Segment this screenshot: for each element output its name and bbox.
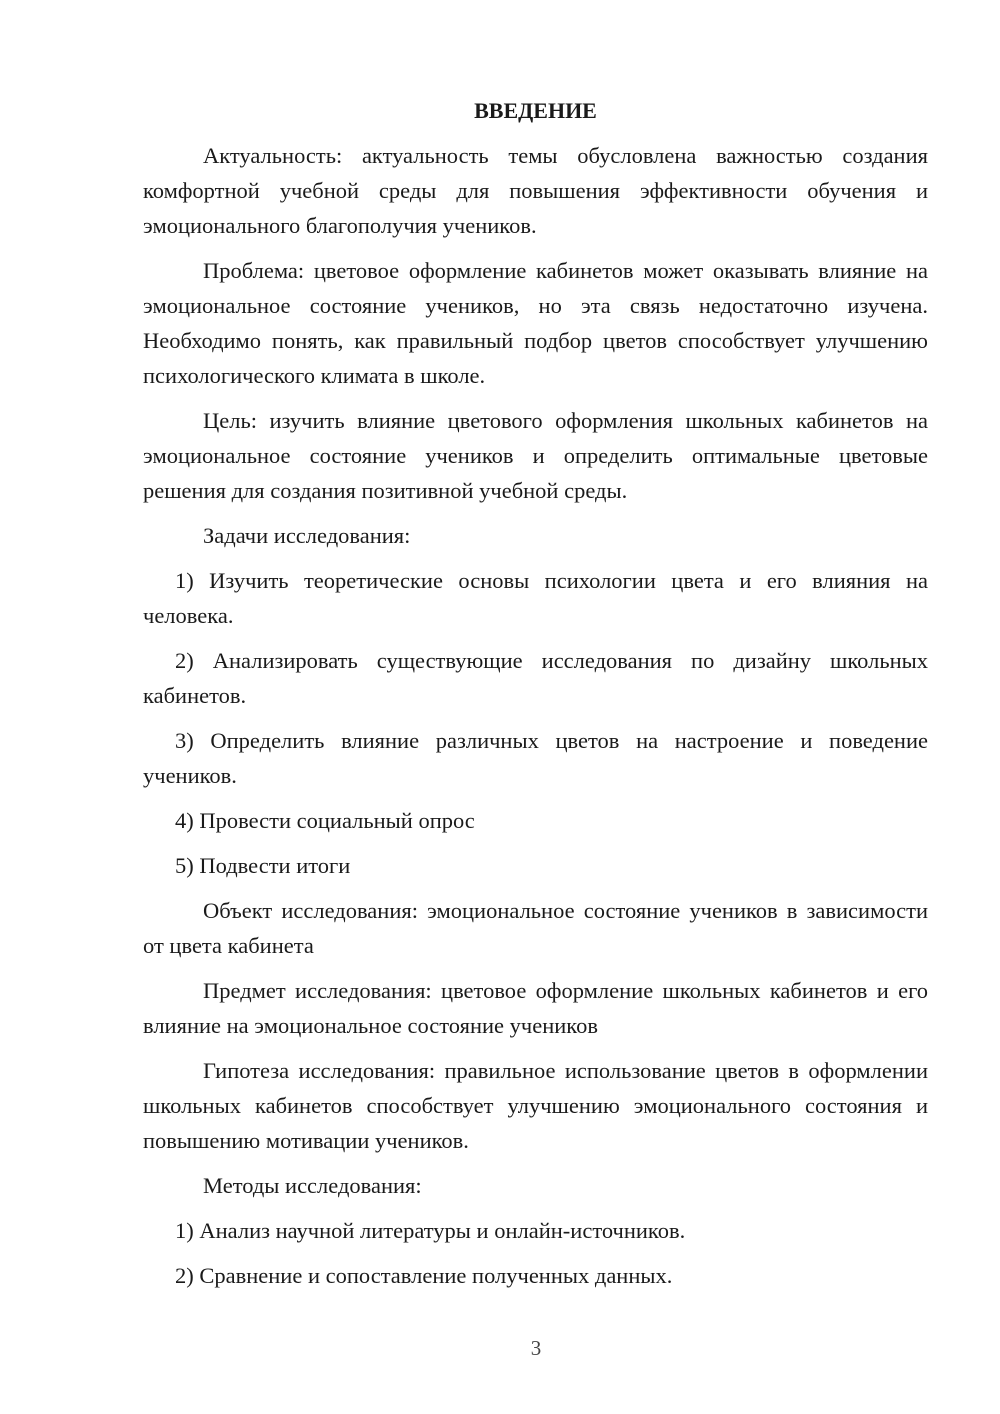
method-item: 1) Анализ научной литературы и онлайн-источников. [175, 1218, 686, 1243]
task-item: 1) Изучить теоретические основы психологии цвета и его влияния на человека. [143, 568, 928, 628]
method-item: 2) Сравнение и сопоставление полученных данных. [175, 1263, 673, 1288]
methods-heading: Методы исследования: [203, 1173, 422, 1198]
hypothesis-paragraph: Гипотеза исследования: правильное использование цветов в оформлении школьных кабинетов способствует улучшению эмоционального состояния и повышению мотивации учеников. [143, 1058, 928, 1153]
tasks-heading: Задачи исследования: [203, 523, 411, 548]
task-item: 2) Анализировать существующие исследования по дизайну школьных кабинетов. [143, 648, 928, 708]
section-title: ВВЕДЕНИЕ [474, 98, 597, 123]
task-item: 3) Определить влияние различных цветов на настроение и поведение учеников. [143, 728, 928, 788]
goal-paragraph: Цель: изучить влияние цветового оформления школьных кабинетов на эмоциональное состояние учеников и определить оптимальные цветовые решения для создания позитивной учебной среды. [143, 408, 928, 503]
problem-paragraph: Проблема: цветовое оформление кабинетов может оказывать влияние на эмоциональное состояние учеников, но эта связь недостаточно изучена. Необходимо понять, как правильный подбор цветов способствует улучшению психологического климата в школе. [143, 258, 928, 388]
object-paragraph: Объект исследования: эмоциональное состояние учеников в зависимости от цвета кабинета [143, 898, 928, 958]
document-body [143, 96, 928, 1303]
task-item: 5) Подвести итоги [175, 853, 351, 878]
page-number: 3 [530, 1336, 542, 1360]
subject-paragraph: Предмет исследования: цветовое оформление школьных кабинетов и его влияние на эмоциональное состояние учеников [143, 978, 928, 1038]
task-item: 4) Провести социальный опрос [175, 808, 475, 833]
relevance-paragraph: Актуальность: актуальность темы обусловлена важностью создания комфортной учебной среды для повышения эффективности обучения и эмоционального благополучия учеников. [143, 143, 928, 238]
